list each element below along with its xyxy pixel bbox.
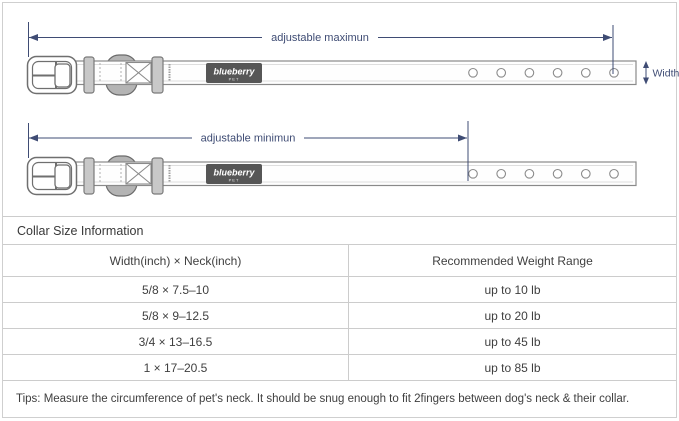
max-dimension-label: adjustable maximun xyxy=(271,32,369,44)
tips-note: Tips: Measure the circumference of pet's neck. It should be snug enough to fit 2fingers between dog's neck & their collar. xyxy=(16,393,630,405)
cell-weight: up to 45 lb xyxy=(484,334,541,349)
table-title: Collar Size Information xyxy=(3,217,676,245)
header-size: Width(inch) × Neck(inch) xyxy=(3,245,349,276)
table-row xyxy=(3,277,676,303)
collar-keeper xyxy=(152,158,163,194)
min-dimension-label: adjustable minimun xyxy=(200,132,296,145)
collar-keeper xyxy=(84,57,94,93)
cell-weight: up to 85 lb xyxy=(484,360,541,375)
stitch-box xyxy=(126,63,151,84)
cell-weight: up to 10 lb xyxy=(484,282,541,297)
collar-buckle xyxy=(28,57,77,94)
brand-label: blueberry xyxy=(213,167,255,178)
width-label: Width xyxy=(652,67,679,80)
width-annotation xyxy=(643,61,679,85)
table-row xyxy=(3,355,676,381)
brand-patch xyxy=(206,63,262,83)
brand-label: blueberry xyxy=(213,66,255,77)
cell-size: 1 × 17–20.5 xyxy=(3,355,349,380)
collar-max-drawing xyxy=(28,55,637,95)
collar-min-drawing xyxy=(28,156,637,196)
cell-size: 3/4 × 13–16.5 xyxy=(3,329,349,354)
stitch-box xyxy=(126,164,151,185)
cell-size: 5/8 × 9–12.5 xyxy=(3,303,349,328)
table-row xyxy=(3,303,676,329)
brand-sublabel: PET xyxy=(228,76,240,82)
size-table xyxy=(3,216,676,417)
brand-sublabel: PET xyxy=(228,177,240,183)
table-row xyxy=(3,329,676,355)
brand-patch xyxy=(206,164,262,184)
cell-size: 5/8 × 7.5–10 xyxy=(3,277,349,302)
collar-buckle xyxy=(28,158,77,195)
cell-weight: up to 20 lb xyxy=(484,308,541,323)
header-weight: Recommended Weight Range xyxy=(432,253,593,268)
collar-keeper xyxy=(152,57,163,93)
collar-keeper xyxy=(84,158,94,194)
table-header-row xyxy=(3,245,676,277)
